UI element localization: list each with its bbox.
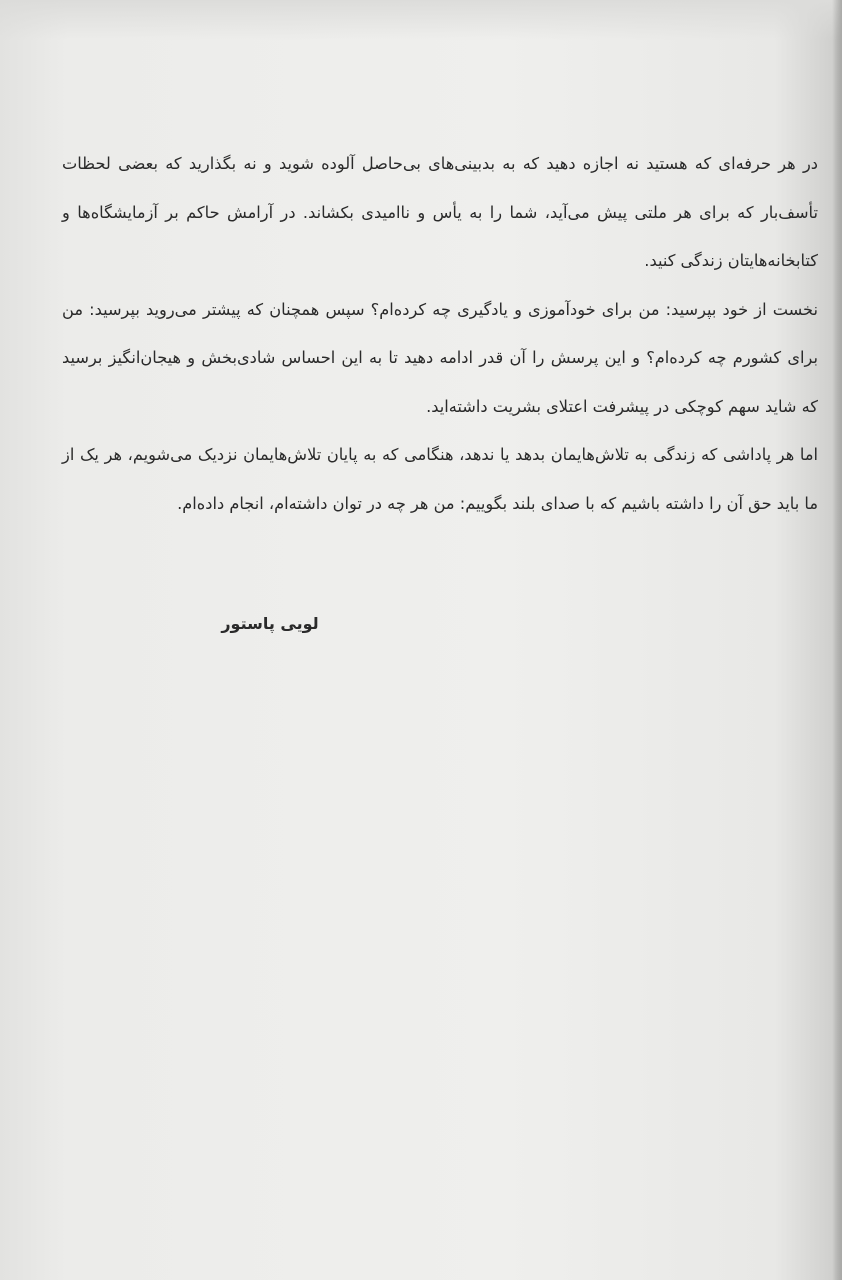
quote-paragraph-2: نخست از خود بپرسید: من برای خودآموزی و یادگیری چه کرده‌ام؟ سپس همچنان که پیشتر می‌روید بپرسید: من برای کشورم چه کرده‌ام؟ و این پرسش را آن قدر ادامه دهید تا به این احساس شادی‌بخش و هیجان‌انگیز برسید که شاید سهم کوچکی در پیشرفت اعتلای بشریت داشته‌اید. bbox=[62, 299, 818, 416]
quote-text bbox=[62, 140, 818, 528]
page-binding-edge bbox=[832, 0, 842, 1280]
quote-paragraph-1: در هر حرفه‌ای که هستید نه اجازه دهید که به بدبینی‌های بی‌حاصل آلوده شوید و نه بگذارید که بعضی لحظات تأسف‌بار که برای هر ملتی پیش می‌آید، شما را به یأس و ناامیدی بکشاند. در آرامش حاکم بر آزمایشگاه‌ها و کتابخانه‌هایتان زندگی کنید. bbox=[62, 154, 818, 270]
quote-paragraph-3: اما هر پاداشی که زندگی به تلاش‌هایمان بدهد یا ندهد، هنگامی که به پایان تلاش‌هایمان نزدیک می‌شویم، هر یک از ما باید حق آن را داشته باشیم که با صدای بلند بگوییم: من هر چه در توان داشته‌ام، انجام داده‌ام. bbox=[62, 445, 818, 513]
page-top-shadow bbox=[0, 0, 842, 40]
quote-author: لویی پاستور bbox=[221, 614, 319, 633]
